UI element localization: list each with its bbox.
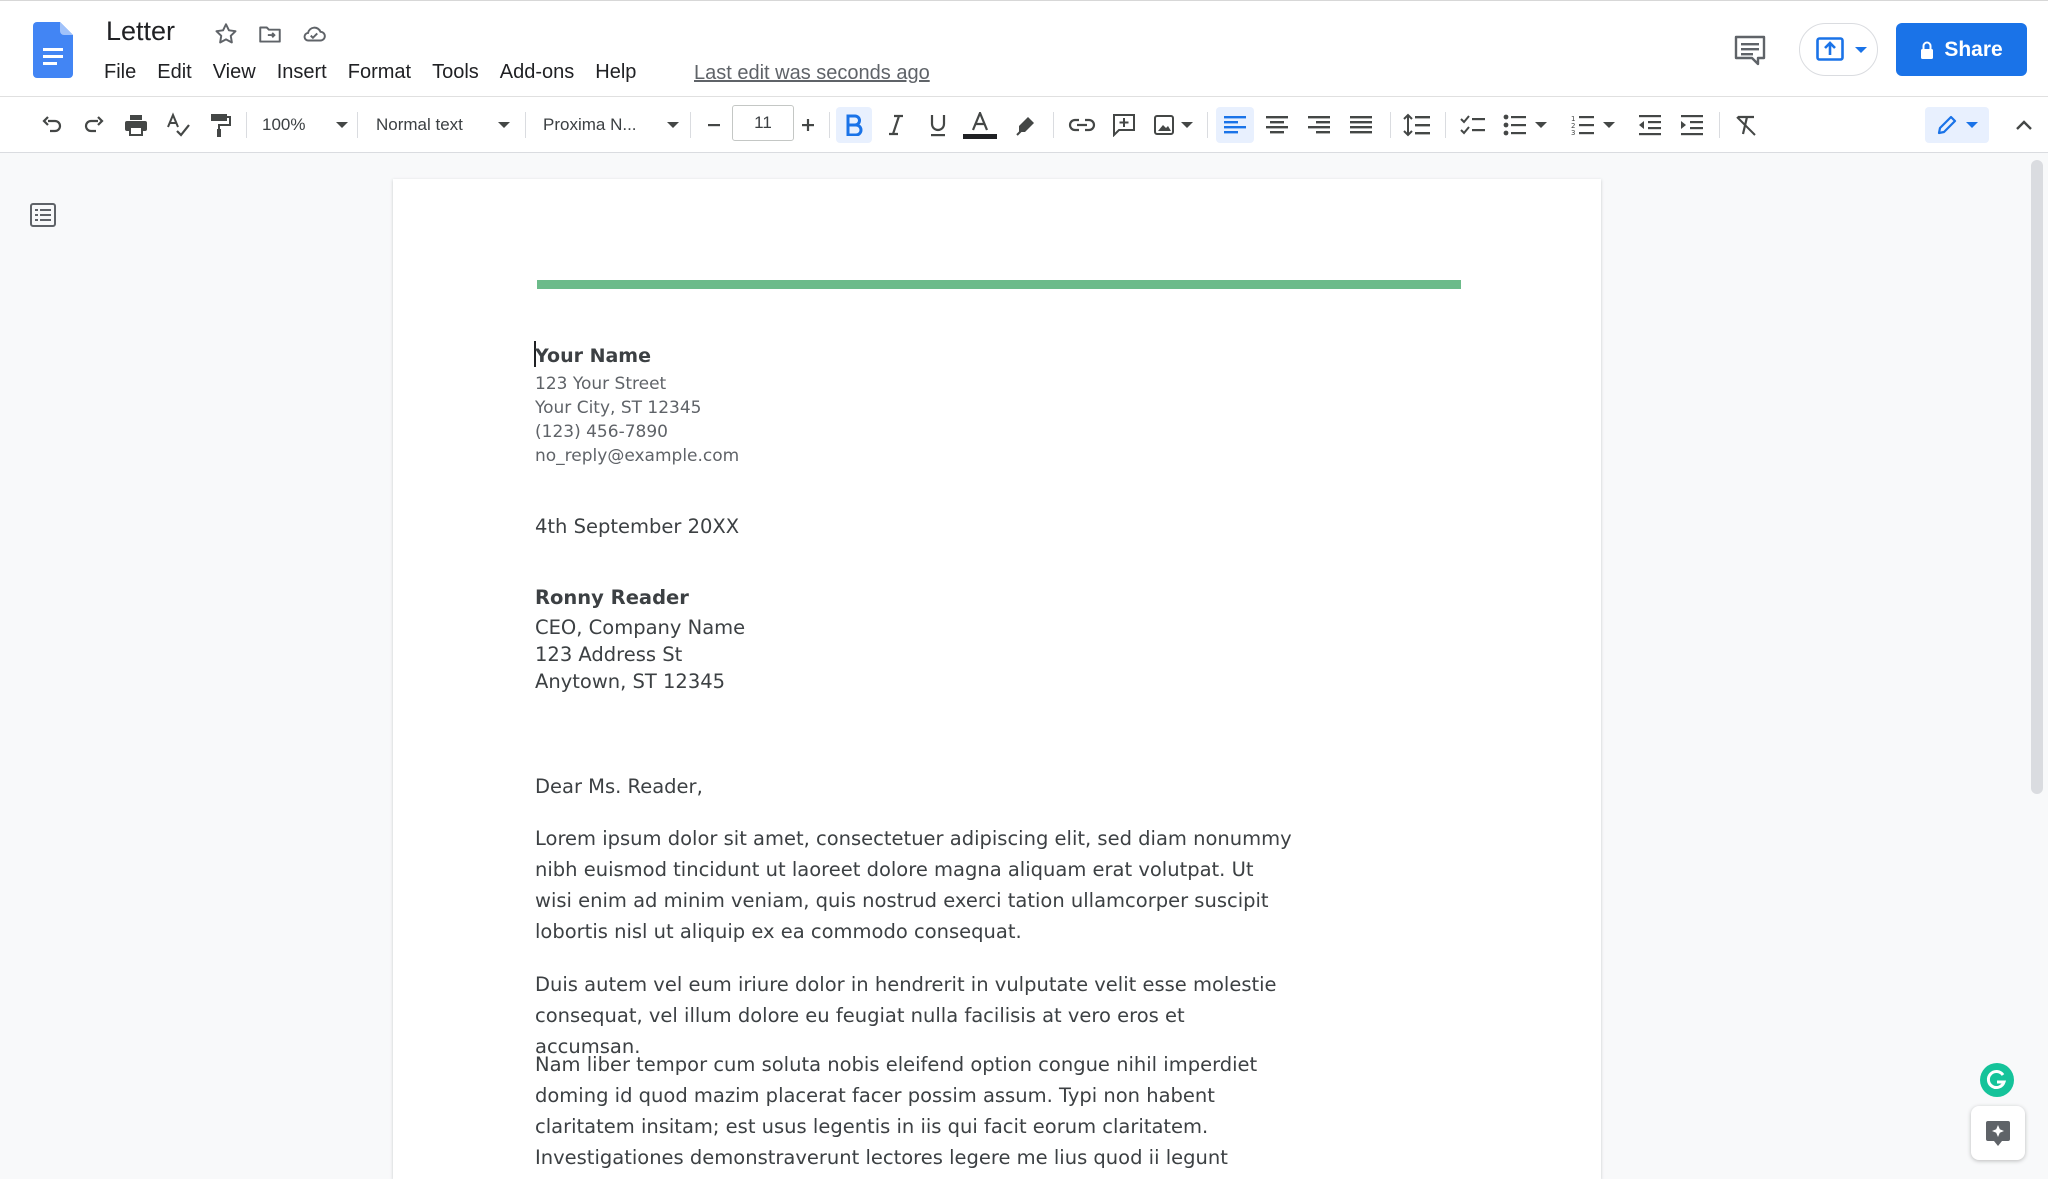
align-left-icon [1223, 115, 1247, 135]
redo-button[interactable] [78, 107, 110, 143]
font-family-value: Proxima N... [543, 115, 637, 134]
italic-button[interactable] [878, 107, 914, 143]
header-rule [537, 280, 1461, 289]
paint-format-icon [209, 112, 231, 138]
svg-text:2: 2 [1571, 122, 1576, 130]
svg-text:3: 3 [1571, 129, 1576, 136]
present-icon [1816, 37, 1844, 61]
spellcheck-icon [165, 112, 191, 138]
print-button[interactable] [120, 107, 152, 143]
bold-icon [844, 114, 864, 136]
sender-line: 123 Your Street [535, 374, 667, 394]
paint-format-button[interactable] [204, 107, 236, 143]
increase-indent-button[interactable] [1674, 107, 1710, 143]
toolbar-separator [1390, 112, 1391, 138]
justify-icon [1349, 115, 1373, 135]
spellcheck-button[interactable] [162, 107, 194, 143]
menu-file[interactable]: File [104, 61, 137, 83]
bulleted-list-button[interactable] [1496, 107, 1554, 143]
document-outline-icon[interactable] [29, 201, 57, 229]
numbered-list-button[interactable] [1564, 107, 1622, 143]
sender-address [535, 372, 739, 468]
recipient-address [535, 614, 745, 695]
font-size-input[interactable]: 11 [732, 105, 794, 141]
align-right-icon [1307, 115, 1331, 135]
document-page[interactable] [393, 179, 1601, 1179]
toolbar-separator [525, 112, 526, 138]
docs-logo-icon[interactable] [33, 22, 73, 78]
line-spacing-icon [1403, 113, 1431, 137]
paragraph-style-select[interactable] [374, 107, 512, 143]
body-paragraph: Nam liber tempor cum soluta nobis eleifend option congue nihil imperdiet doming id quod mazim placerat facer possim assum. Typi non habent claritatem insitam; est usus legentis in iis qui facit eorum claritatem. Investigationes demonstraverunt lectores legere me lius quod ii legunt [535, 1053, 1258, 1169]
zoom-dropdown-icon [336, 122, 348, 128]
toolbar-separator [1207, 112, 1208, 138]
insert-image-button[interactable] [1148, 107, 1198, 143]
decrease-indent-icon [1638, 114, 1662, 136]
undo-button[interactable] [36, 107, 68, 143]
align-left-button[interactable] [1216, 107, 1254, 143]
toolbar-separator [246, 112, 247, 138]
editing-mode-select[interactable] [1925, 107, 1989, 143]
document-title[interactable]: Letter [106, 16, 176, 46]
move-to-folder-icon[interactable] [257, 21, 283, 47]
text-color-swatch [963, 134, 997, 139]
share-button[interactable] [1896, 23, 2027, 76]
text-color-icon [969, 112, 991, 132]
italic-icon [887, 114, 905, 136]
vertical-scrollbar[interactable] [2031, 160, 2043, 794]
align-center-button[interactable] [1258, 107, 1296, 143]
cloud-saved-icon[interactable] [301, 21, 327, 47]
increase-font-size-button[interactable] [794, 107, 822, 143]
explore-icon [1983, 1118, 2013, 1148]
toolbar-separator [1719, 112, 1720, 138]
zoom-select[interactable] [262, 107, 348, 143]
add-comment-icon [1112, 113, 1136, 137]
recipient-line: Anytown, ST 12345 [535, 670, 726, 693]
svg-text:1: 1 [1571, 115, 1576, 123]
paragraph-style-value: Normal text [376, 115, 463, 134]
toolbar-separator [1053, 112, 1054, 138]
align-center-icon [1265, 115, 1289, 135]
menu-view[interactable]: View [212, 61, 256, 83]
salutation: Dear Ms. Reader, [535, 775, 703, 798]
lock-icon [1920, 41, 1934, 59]
star-icon[interactable] [213, 21, 239, 47]
underline-button[interactable] [920, 107, 956, 143]
share-label: Share [1944, 37, 2003, 61]
checklist-button[interactable] [1454, 107, 1492, 143]
toolbar-separator [829, 112, 830, 138]
text-color-button[interactable] [962, 107, 998, 143]
comments-icon[interactable] [1733, 34, 1767, 66]
decrease-font-size-button[interactable] [700, 107, 728, 143]
redo-icon [82, 113, 106, 137]
title-bar [0, 0, 2048, 96]
insert-comment-button[interactable] [1106, 107, 1142, 143]
insert-link-button[interactable] [1064, 107, 1100, 143]
menu-format[interactable]: Format [347, 61, 412, 83]
body-paragraph: Lorem ipsum dolor sit amet, consectetuer adipiscing elit, sed diam nonummy nibh euismod tincidunt ut laoreet dolore magna aliquam erat volutpat. Ut wisi enim ad minim veniam, quis nostrud exerci tation ullamcorper suscipit lobortis nisl ut aliquip ex ea commodo consequat. [535, 827, 1292, 943]
print-icon [123, 113, 149, 137]
menu-help[interactable]: Help [595, 61, 637, 83]
last-edit-link[interactable]: Last edit was seconds ago [694, 62, 930, 84]
sender-line: (123) 456-7890 [535, 422, 668, 442]
numbered-dropdown-icon [1603, 122, 1615, 128]
letter-date: 4th September 20XX [535, 515, 740, 538]
toolbar [0, 96, 2048, 153]
toolbar-separator [690, 112, 691, 138]
present-dropdown-icon [1855, 47, 1867, 53]
menu-edit[interactable]: Edit [157, 61, 192, 83]
sender-name: Your Name [535, 345, 651, 367]
grammarly-g-icon [1986, 1069, 2008, 1091]
editing-mode-dropdown-icon [1966, 122, 1978, 128]
checklist-icon [1460, 114, 1486, 136]
menu-add-ons[interactable]: Add-ons [499, 61, 575, 83]
sender-email: no_reply@example.com [535, 446, 740, 466]
align-right-button[interactable] [1300, 107, 1338, 143]
toolbar-separator [1445, 112, 1446, 138]
font-dropdown-icon [667, 122, 679, 128]
image-dropdown-icon [1181, 122, 1193, 128]
increase-indent-icon [1680, 114, 1704, 136]
clear-formatting-button[interactable] [1728, 107, 1764, 143]
bold-button[interactable] [836, 107, 872, 143]
hide-menus-button[interactable] [2008, 107, 2040, 143]
menu-bar [104, 61, 657, 84]
body-paragraph: Duis autem vel eum iriure dolor in hendrerit in vulputate velit esse molestie consequat, vel illum dolore eu feugiat nulla facilisis at vero eros et accumsan. [535, 973, 1277, 1058]
sender-line: Your City, ST 12345 [535, 398, 702, 418]
font-family-select[interactable] [541, 107, 681, 143]
underline-icon [928, 113, 948, 137]
decrease-indent-button[interactable] [1632, 107, 1668, 143]
pencil-icon [1936, 114, 1958, 136]
explore-button[interactable] [1971, 1106, 2025, 1160]
link-icon [1068, 117, 1096, 133]
style-dropdown-icon [498, 122, 510, 128]
recipient-line: 123 Address St [535, 643, 683, 666]
line-spacing-button[interactable] [1398, 107, 1436, 143]
highlight-color-button[interactable] [1008, 107, 1044, 143]
menu-tools[interactable]: Tools [432, 61, 479, 83]
bullet-dropdown-icon [1535, 122, 1547, 128]
recipient-name: Ronny Reader [535, 586, 689, 609]
minus-icon [706, 117, 722, 133]
plus-icon [800, 117, 816, 133]
recipient-line: CEO, Company Name [535, 616, 746, 639]
toolbar-separator [357, 112, 358, 138]
menu-insert[interactable]: Insert [276, 61, 327, 83]
justify-button[interactable] [1342, 107, 1380, 143]
highlight-pen-icon [1015, 114, 1037, 136]
image-icon [1153, 114, 1175, 136]
zoom-value: 100% [262, 115, 306, 134]
present-button[interactable] [1799, 23, 1878, 76]
bulleted-list-icon [1503, 114, 1527, 136]
numbered-list-icon [1571, 114, 1595, 136]
clear-formatting-icon [1734, 114, 1758, 136]
chevron-up-icon [2015, 119, 2033, 131]
grammarly-icon[interactable] [1980, 1063, 2014, 1097]
undo-icon [40, 113, 64, 137]
